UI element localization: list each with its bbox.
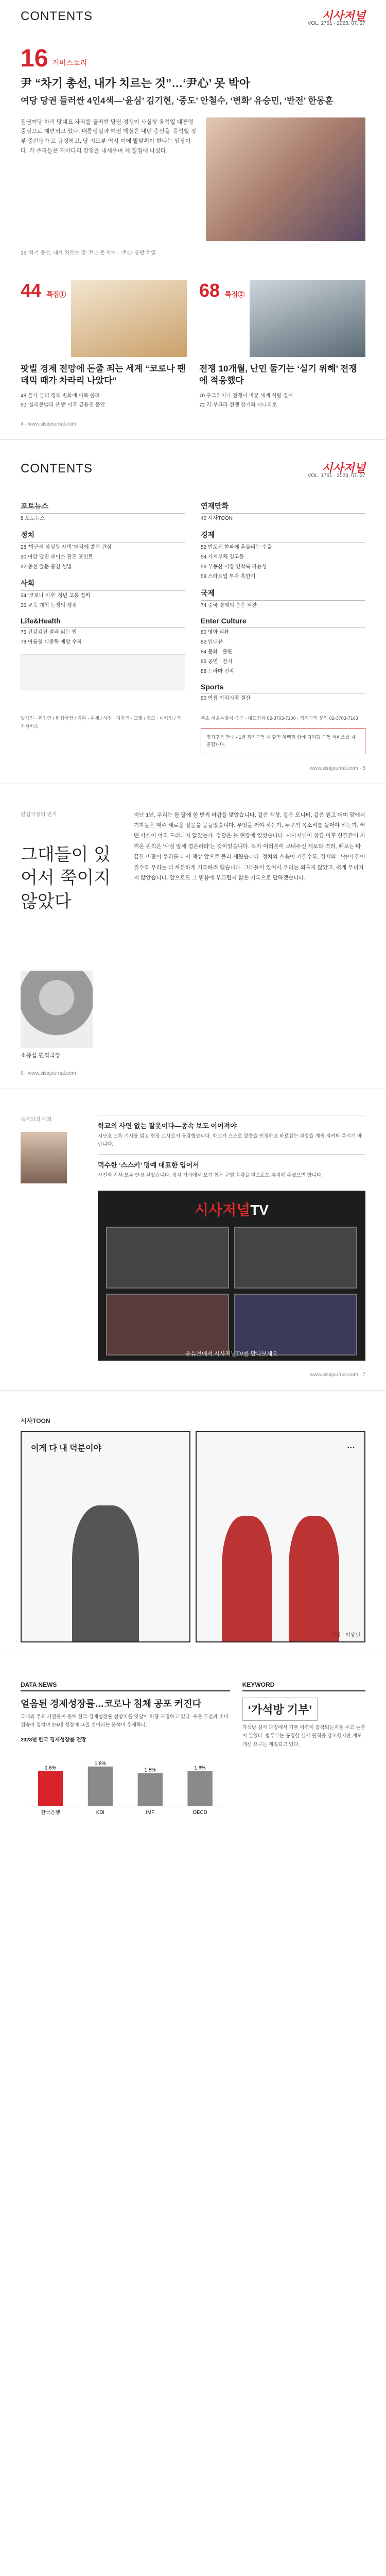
issue-volume: VOL. 1761 · 2023. 07. 27 [307, 473, 365, 479]
chart-bar [187, 1771, 212, 1806]
feature-1[interactable] [21, 280, 187, 411]
reader-letter [98, 1154, 365, 1185]
chart-category-label: IMF [146, 1809, 155, 1816]
contents-title: CONTENTS [21, 9, 93, 23]
feature-1-item: 48 물가·금리 정책 변화에 이목 쏠려 [21, 393, 100, 399]
tv-thumbnail[interactable] [234, 1227, 357, 1289]
editor-portrait [21, 971, 93, 1048]
toc-item[interactable]: 78 여름철 식중독 예방 수칙 [21, 639, 82, 646]
toc-item[interactable]: 54 가계부채 경고등 [201, 554, 244, 561]
toc-thumbnail [21, 654, 185, 690]
page3-folio: 6 · www.sisajournal.com [21, 1071, 76, 1077]
cover-body-text: 집권여당 차기 당대표 자리를 둘러싼 당권 경쟁이 사실상 윤석열 대통령 중심으로 재편되고 있다. 대통령실과 여권 핵심은 내년 총선을 ‘윤석열 정부 중간평가’로 규정하고, 당 지도부 역시 이에 발맞춰야 한다는 입장이다. 각 주자들은 저마다의 강점을 내세우며 세 결집에 나섰다. [21, 118, 197, 154]
cartoon [21, 1431, 365, 1642]
issue-volume: VOL. 1761 · 2023. 07. 27 [307, 21, 365, 26]
toc-item[interactable]: 80 영화 리뷰 [201, 630, 230, 636]
speech-bubble: … [347, 1442, 355, 1451]
toc-item[interactable]: 86 공연 · 전시 [201, 659, 233, 665]
reader-section-title: 독자와의 대화 [21, 1117, 52, 1123]
reader-letter-text: 지난호 교육 기사를 읽고 현장 교사로서 공감했습니다. 학교가 스스로 잘못을 인정하고 바로잡는 과정을 계속 지켜봐 주시기 바랍니다. [98, 1133, 362, 1147]
chart-value-label: 1.8% [94, 1760, 106, 1767]
tv-ad-caption: 유튜브에서 시사저널TV를 만나보세요 [185, 1351, 278, 1358]
tv-ad-title: 시사저널TV [195, 1202, 269, 1218]
toc-item[interactable]: 36 교육 개혁 논쟁의 쟁점 [21, 603, 77, 609]
chart-bar [138, 1773, 163, 1806]
feature-2-item: 72 러·우크라 전쟁 장기화 시나리오 [199, 402, 277, 409]
toc-section: 국제 [201, 588, 365, 601]
toc-item[interactable]: 74 중국 경제의 숨은 뇌관 [201, 603, 257, 609]
feature-2-number: 68 특집② [199, 279, 245, 301]
chart-category-label: KDI [96, 1809, 105, 1816]
editor-name: 소종섭 편집국장 [21, 1053, 61, 1059]
cover-photo [206, 117, 365, 241]
cartoon-author: 그림 · 이상민 [330, 1633, 360, 1639]
growth-chart-svg [21, 1743, 230, 1820]
data-news-head: DATA NEWS [21, 1681, 230, 1691]
feature-1-photo [71, 280, 187, 357]
toc-section: 경제 [201, 530, 365, 543]
keyword-text: 가석방 심사 과정에서 기부 이력이 참작되는지를 두고 논란이 일었다. 법무부는 공정한 심사 원칙을 강조했지만 제도 개선 요구는 계속되고 있다. [242, 1725, 365, 1748]
toc-item[interactable]: 82 인터뷰 [201, 639, 223, 646]
page2-folio: www.sisajournal.com · 5 [310, 765, 365, 771]
feature-1-title: 팟빌 경제 전망에 돈줄 죄는 세계 “코로나 팬데믹 때가 차라리 나았다” [21, 363, 186, 385]
reader-letter-text: 사진과 기사 모두 인상 깊었습니다. 정치 기사에서 보기 힘든 균형 감각을 앞으로도 유지해 주셨으면 합니다. [98, 1172, 323, 1178]
chart-value-label: 1.6% [194, 1765, 206, 1771]
feature-2-title: 전쟁 10개월, 난민 둘기는 ‘실기 위해’ 전쟁에 적응했다 [199, 363, 357, 385]
tv-thumbnail[interactable] [106, 1294, 229, 1355]
editorial-body: 지난 1년, 우리는 한 달에 한 번씩 마감을 맞았습니다. 같은 책상, 같은 모니터, 같은 원고 더미 앞에서 기자들은 매주 새로운 질문을 붙들었습니다. 무엇을 써야 하는가, 누구의 목소리를 들어야 하는가, 어떤 사실이 아직 드러나지 않았는가. 정답은 늘 현장에 있었습니다. 시사저널이 창간 이후 한결같이 지켜온 원칙은 ‘사실 앞에 겸손하라’는 것이었습니다. 독자 여러분이 보내주신 제보와 격려, 때로는 따끔한 비판이 우리를 다시 책상 앞으로 불러 세웠습니다. 정치의 소음이 커질수록, 경제의 그늘이 짙어질수록 우리는 더 차분하게 기록하려 했습니다. 그대들이 있어서 우리는 외롭지 않았고, 쉽게 무너지지 않았습니다. 앞으로도 그 믿음에 부끄럽지 않은 기록으로 답하겠습니다. [134, 811, 365, 882]
toc-item[interactable]: 76 건강검진 결과 읽는 법 [21, 630, 77, 636]
feature-2-photo [250, 280, 365, 357]
toon-section-title: 시사TOON [21, 1417, 50, 1425]
page-divider [0, 439, 386, 440]
toc-section: Enter Culture [201, 617, 365, 628]
chart-category-label: OECD [192, 1809, 207, 1816]
toc-section: 연재만화 [201, 501, 365, 514]
chart-bar [38, 1771, 63, 1806]
toc-item[interactable]: 52 반도체 한파에 흔들리는 수출 [201, 545, 272, 551]
tv-thumbnail[interactable] [106, 1227, 229, 1289]
growth-chart [21, 1743, 230, 1823]
toc-item[interactable]: 88 드라마 신작 [201, 669, 234, 675]
toc-item[interactable]: 56 부동산 시장 연착륙 가능성 [201, 564, 267, 570]
feature-1-number: 44 특집① [21, 279, 66, 301]
toc-item[interactable]: 84 문화 · 출판 [201, 649, 233, 655]
toc-item[interactable]: 40 시사TOON [201, 516, 233, 522]
reader-letter-title: 덕수한 ‘스스키’ 명예 대표한 입어서 [98, 1161, 199, 1169]
contents-title: CONTENTS [21, 462, 93, 476]
chart-category-label: 한국은행 [41, 1809, 60, 1816]
toc-column-left [21, 495, 185, 703]
page4-folio: www.sisajournal.com · 7 [310, 1372, 365, 1378]
keyword-term: ‘가석방 기부’ [242, 1698, 318, 1721]
toc-item[interactable]: 34 ‘코로나 이후’ 청년 고용 절벽 [21, 593, 91, 599]
toc-section: Life&Health [21, 617, 185, 628]
cartoon-figure [72, 1505, 139, 1641]
colophon-address: 주소 서울특별시 중구 · 대표전화 02-3703-7100 · 정기구독 문의 02-3703-7163 [201, 716, 358, 721]
toc-item[interactable]: 30 여당 당권 레이스 관전 포인트 [21, 554, 93, 561]
sisajournal-tv-ad[interactable] [98, 1191, 365, 1361]
chart-bar [88, 1766, 113, 1806]
tv-thumbnail[interactable] [234, 1294, 357, 1355]
cover-story-head [0, 31, 386, 71]
toc-column-right [201, 495, 365, 703]
reader-letter-title: 학교의 사면 없는 잘못이다—종속 보도 이어져야 [98, 1122, 237, 1130]
toc-item[interactable]: 32 총선 앞둔 공천 셈법 [21, 564, 72, 570]
cartoon-panel-right [196, 1431, 365, 1642]
cover-note: 16 ‘차기 총선, 내가 치르는 것’ 尹心 못 박아 · ‘尹心’ 공방 치열 [21, 250, 156, 256]
toc-section: Sports [201, 683, 365, 693]
cover-title[interactable]: 尹 “차기 총선, 내가 치르는 것”…‘尹心’ 못 박아 [21, 77, 251, 90]
cartoon-figure [222, 1516, 272, 1642]
cartoon-figure [289, 1516, 339, 1642]
speech-bubble: 이게 다 내 덕분이야 [31, 1444, 101, 1453]
toc-section: 정치 [21, 530, 185, 543]
editorial-title: 그대들이 있어서 쭉이지 않았다 [21, 844, 111, 912]
chart-title: 2023년 한국 경제성장률 전망 [21, 1737, 86, 1743]
feature-1-item: 50 ‘실리콘밸리 은행’ 이후 금융권 불안 [21, 402, 106, 409]
chart-value-label: 1.6% [45, 1765, 57, 1771]
editorial-kicker: 편집국장의 편지 [21, 811, 57, 818]
magazine-logo[interactable]: 시사저널 [321, 9, 365, 22]
cover-page-number: 16 [21, 45, 48, 72]
cartoon-panel-left [21, 1431, 190, 1642]
reader-photo [21, 1132, 67, 1183]
page1-folio: 4 · www.sisajournal.com [21, 421, 76, 428]
magazine-logo[interactable]: 시사저널 [321, 462, 365, 475]
feature-2[interactable] [199, 280, 365, 411]
toc-item[interactable]: 28 ‘박근혜 삼성동 자택’ 매각에 쏠린 관심 [21, 545, 112, 551]
feature-2-item: 70 우크라이나 전쟁이 바꾼 세계 식량 질서 [199, 393, 293, 399]
subscription-box[interactable]: 정기구독 안내 · 1년 정기구독 시 할인 혜택과 함께 디지털 구독 서비스를 제공합니다. [201, 728, 365, 754]
data-news-title: 얼음된 경제성장률…코로나 침체 공포 커진다 [21, 1699, 201, 1709]
cover-kicker: 커버스토리 [52, 59, 87, 67]
toc-section: 포토뉴스 [21, 501, 185, 514]
chart-value-label: 1.5% [144, 1767, 156, 1773]
page1-header [0, 0, 386, 31]
colophon-staff: 발행인 · 편집인 / 편집국장 / 기획 · 취재 / 사진 · 디자인 · 교열 / 광고 · 마케팅 / 독자서비스 [21, 716, 182, 729]
data-news-text: 국내외 주요 기관들이 올해 한국 경제성장률 전망치를 잇달아 하향 조정하고 있다. 수출 부진과 소비 위축이 겹치며 1%대 성장에 그칠 것이라는 분석이 우세하다. [21, 1714, 229, 1728]
toc-section: 사회 [21, 578, 185, 591]
toc-item[interactable]: 90 여름 이적시장 결산 [201, 696, 251, 702]
page2-header [0, 452, 386, 483]
page-divider [0, 1390, 386, 1391]
keyword-head: KEYWORD [242, 1681, 365, 1691]
reader-letter [98, 1115, 365, 1154]
toc-item[interactable]: 8 포토뉴스 [21, 516, 45, 522]
toc-item[interactable]: 58 스타트업 투자 혹한기 [201, 574, 256, 580]
cover-subtitle: 여당 당권 들러싼 4인4색—‘윤심’ 김기현, ‘중도’ 안철수, ‘변화’ 유승민, ‘반전’ 한동훈 [21, 95, 334, 106]
